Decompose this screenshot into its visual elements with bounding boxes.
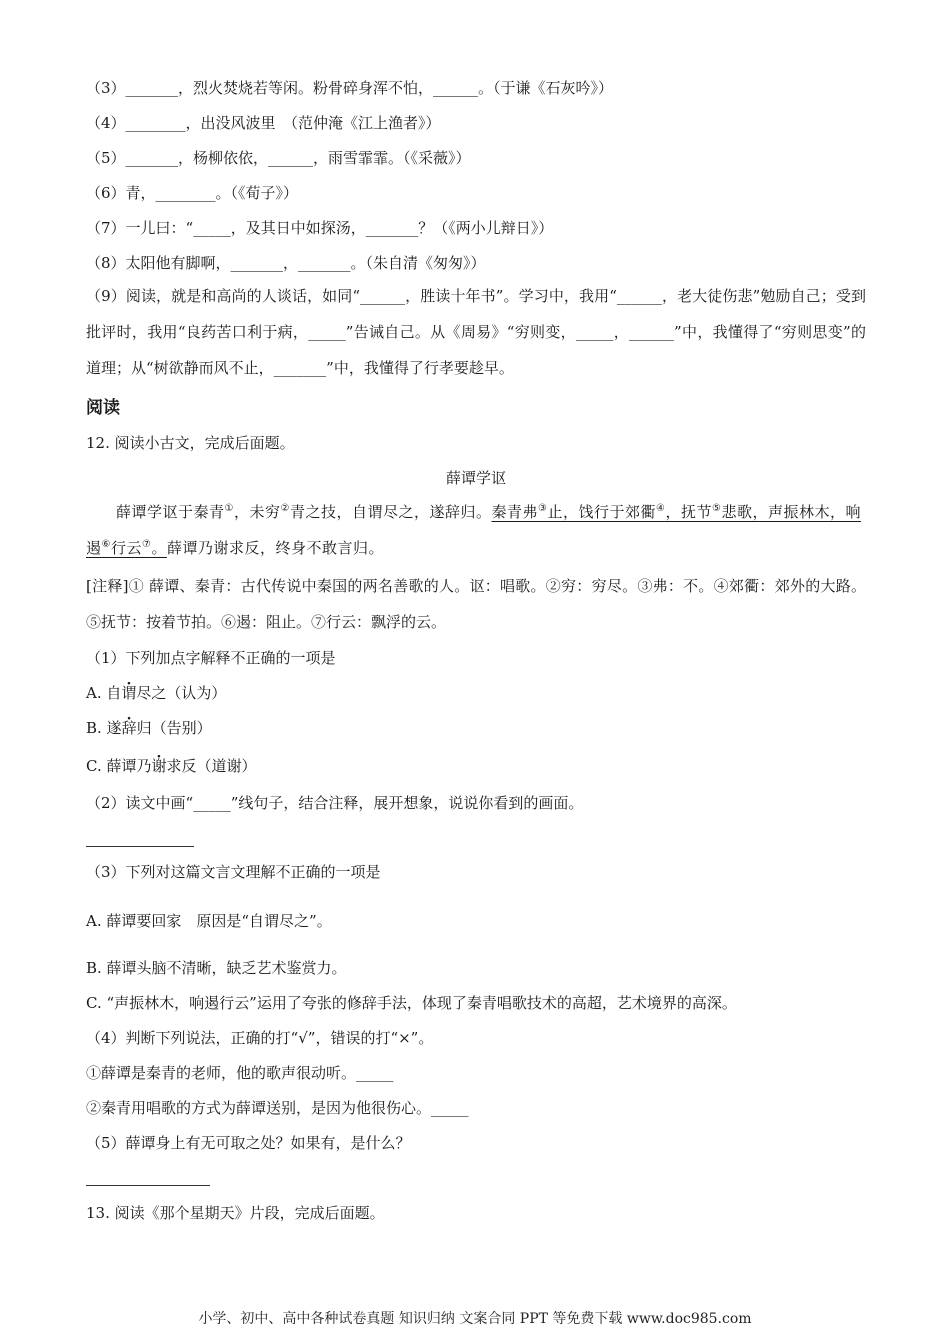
- option-1b[interactable]: [86, 718, 212, 738]
- note-ref-6: ⑥: [101, 539, 111, 550]
- option-1c[interactable]: [86, 756, 257, 776]
- passage-text: 青之技，自谓尽之，遂辞归。: [289, 503, 492, 521]
- sub-question-2: （2）读文中画“_____”线句子，结合注释，展开想象，说说你看到的画面。: [86, 794, 584, 812]
- dotted-char: 谓: [121, 684, 137, 702]
- annotation-notes: [注释]① 薛谭、秦青：古代传说中秦国的两名善歌的人。讴：唱歌。②穷：穷尽。③弗：不。④郊衢：郊外的大路。⑤抚节：按着节拍。⑥遏：阻止。⑦行云：飘浮的云。: [86, 577, 866, 631]
- page-footer: 小学、初中、高中各种试卷真题 知识归纳 文案合同 PPT 等免费下载 www.doc985.com: [198, 1311, 752, 1327]
- poem-question-6: （6）青，________。（《荀子》）: [86, 184, 299, 202]
- judge-statement-1[interactable]: ①薛谭是秦青的老师，他的歌声很动听。_____: [86, 1064, 394, 1082]
- sub-question-4: （4）判断下列说法，正确的打“√”，错误的打“×”。: [86, 1029, 434, 1047]
- option-label: B. 遂: [86, 719, 122, 737]
- passage-text: ，未穷: [233, 503, 281, 521]
- underlined-text: 悲歌，声振林木，响遏: [86, 503, 861, 557]
- question-12-intro: 12. 阅读小古文，完成后面题。: [86, 434, 295, 452]
- answer-blank-5[interactable]: [86, 1185, 210, 1186]
- underlined-text: 止，饯行于郊衢: [547, 503, 656, 521]
- note-ref-7: ⑦: [142, 539, 152, 550]
- dotted-char: 谢: [151, 757, 167, 775]
- option-text: 归（告别）: [136, 719, 212, 737]
- note-ref-2: ②: [280, 503, 290, 514]
- passage-text: 薛谭学讴于秦青: [116, 503, 225, 521]
- note-ref-5: ⑤: [711, 503, 722, 514]
- section-title-reading: 阅读: [86, 398, 120, 418]
- option-label: A. 自: [86, 684, 122, 702]
- sub-question-3: （3）下列对这篇文言文理解不正确的一项是: [86, 863, 381, 881]
- underlined-text: 。: [151, 539, 167, 557]
- passage-title: 薛谭学讴: [445, 469, 506, 487]
- poem-question-5: （5）_______，杨柳依依，______，雨雪霏霏。（《采薇》）: [86, 149, 471, 167]
- passage-text: 薛谭乃谢求反，终身不敢言归。: [166, 539, 384, 557]
- note-ref-1: ①: [224, 503, 234, 514]
- option-text: 尽之（认为）: [136, 684, 227, 702]
- option-text: 求反（道谢）: [166, 757, 257, 775]
- option-3c[interactable]: C. “声振林木，响遏行云”运用了夸张的修辞手法，体现了秦青唱歌技术的高超，艺术境界的高深。: [86, 994, 737, 1012]
- dotted-char: 辞: [121, 719, 137, 737]
- answer-blank-2[interactable]: [86, 846, 194, 847]
- option-1a[interactable]: [86, 683, 226, 703]
- poem-question-8: （8）太阳他有脚啊，_______，_______。（朱自清《匆匆》）: [86, 254, 486, 272]
- underlined-text: 秦青弗: [491, 503, 538, 521]
- poem-question-4: （4）________，出没风波里 （范仲淹《江上渔者》）: [86, 114, 441, 132]
- sub-question-1: （1）下列加点字解释不正确的一项是: [86, 649, 336, 667]
- judge-statement-2[interactable]: ②秦青用唱歌的方式为薛谭送别，是因为他很伤心。_____: [86, 1099, 469, 1117]
- note-ref-3: ③: [538, 503, 548, 514]
- option-3b[interactable]: B. 薛谭头脑不清晰，缺乏艺术鉴赏力。: [86, 959, 347, 977]
- question-13-intro: 13. 阅读《那个星期天》片段，完成后面题。: [86, 1204, 385, 1222]
- poem-question-7: （7）一儿曰：“_____，及其日中如探汤，_______？（《两小儿辩日》）: [86, 219, 554, 237]
- poem-question-3: （3）_______，烈火焚烧若等闲。粉骨碎身浑不怕，______。（于谦《石灰吟》）: [86, 79, 614, 97]
- option-3a[interactable]: A. 薛谭要回家 原因是“自谓尽之”。: [86, 912, 332, 930]
- underlined-text: 行云: [110, 539, 142, 557]
- poem-question-9: （9）阅读，就是和高尚的人谈话，如同“______，胜读十年书”。学习中，我用“______，老大徒伤悲”勉励自己；受到批评时，我用“良药苦口利于病，_____”告诫自己。从《周易》“穷则变，_____，______”中，我懂得了“穷则思变”的道理；从“树欲静而风不止，_______”中，我懂得了行孝要趁早。: [86, 287, 866, 377]
- classical-passage: [86, 494, 866, 566]
- option-label: C. 薛谭乃: [86, 757, 152, 775]
- note-ref-4: ④: [655, 503, 666, 514]
- sub-question-5: （5）薛谭身上有无可取之处？如果有，是什么？: [86, 1134, 411, 1152]
- underlined-text: ，抚节: [665, 503, 712, 521]
